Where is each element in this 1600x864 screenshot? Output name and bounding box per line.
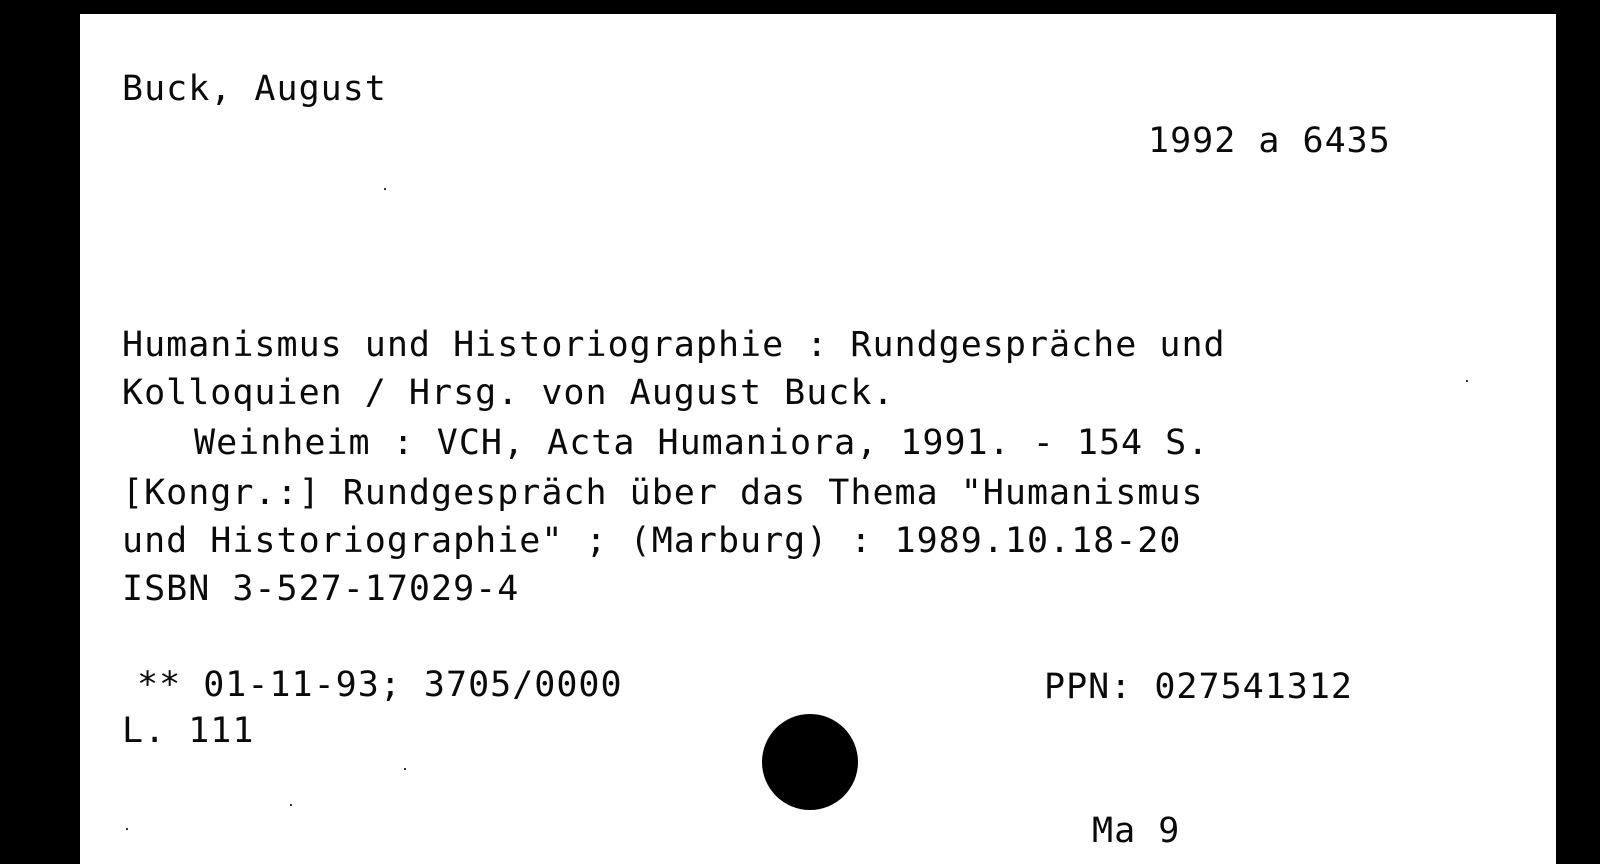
location-code: L. 111 — [122, 711, 255, 751]
card-punch-hole — [762, 714, 858, 810]
dust-speck — [384, 188, 386, 190]
shelfmark: 1992 a 6435 — [1148, 121, 1391, 161]
dust-speck — [1466, 380, 1468, 382]
title-line-1: Humanismus und Historiographie : Rundgespräche und — [122, 325, 1226, 365]
author-heading: Buck, August — [122, 69, 387, 109]
dust-speck — [126, 828, 128, 830]
record-line: ** 01-11-93; 3705/0000 — [137, 665, 623, 705]
collection-code: Ma 9 — [1092, 811, 1181, 851]
congress-line-2: und Historiographie" ; (Marburg) : 1989.10.18-20 — [122, 521, 1182, 561]
dust-speck — [404, 768, 406, 770]
isbn-line: ISBN 3-527-17029-4 — [122, 569, 520, 609]
dust-speck — [290, 804, 292, 806]
imprint-line: Weinheim : VCH, Acta Humaniora, 1991. - 154 S. — [194, 423, 1210, 463]
ppn-number: PPN: 027541312 — [1044, 667, 1354, 707]
title-line-2: Kolloquien / Hrsg. von August Buck. — [122, 373, 895, 413]
congress-line-1: [Kongr.:] Rundgespräch über das Thema "Humanismus — [122, 473, 1204, 513]
